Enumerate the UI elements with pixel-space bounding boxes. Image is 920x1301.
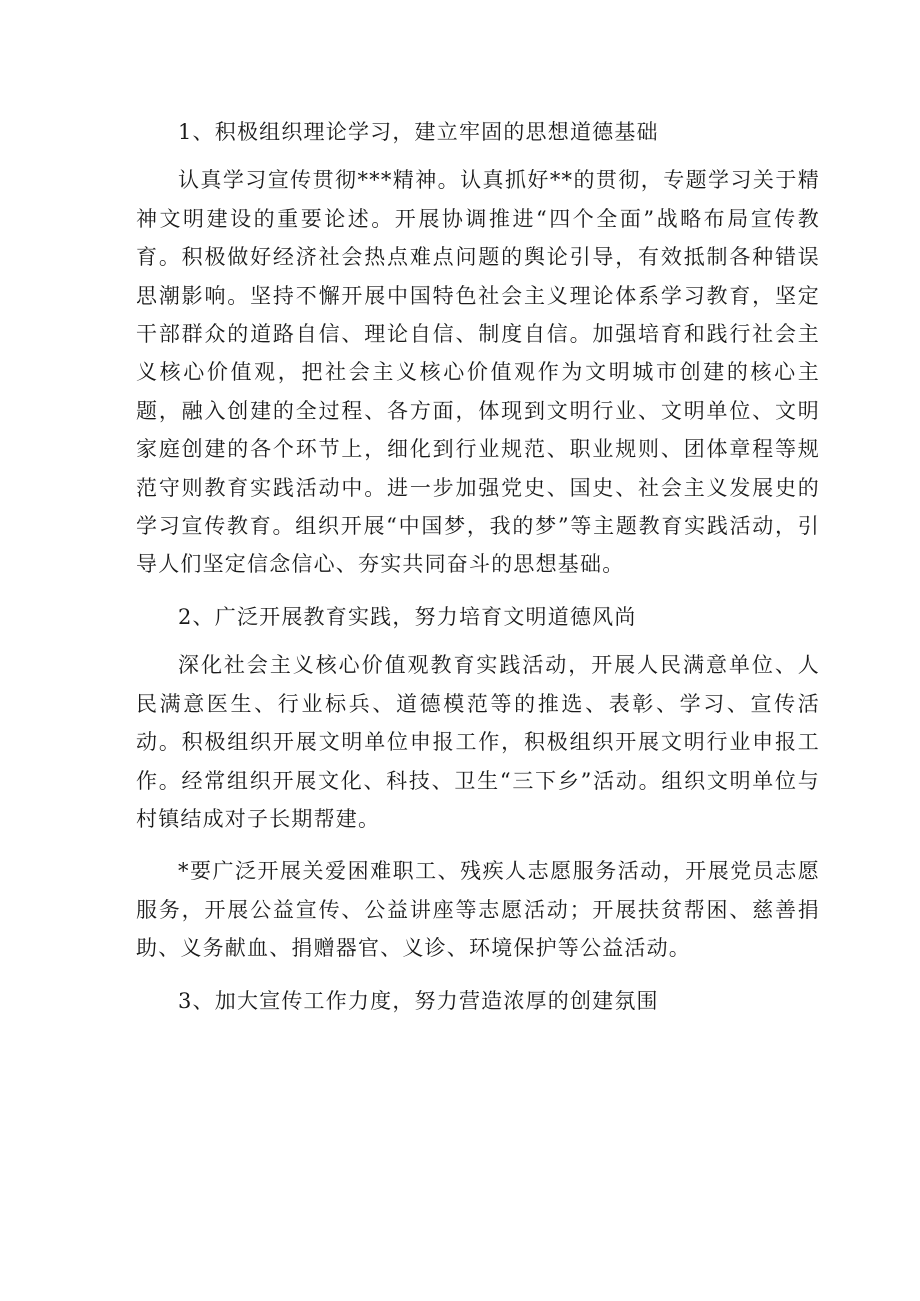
section-2-paragraph-1: 深化社会主义核心价值观教育实践活动，开展人民满意单位、人民满意医生、行业标兵、道德模范等的推选、表彰、学习、宣传活动。积极组织开展文明单位申报工作，积极组织开展文明行业申报工作。经常组织开展文化、科技、卫生“三下乡”活动。组织文明单位与村镇结成对子长期帮建。 [136, 653, 820, 831]
section-1-heading: 1、积极组织理论学习，建立牢固的思想道德基础 [178, 120, 659, 144]
section-2-paragraph-2: *要广泛开展关爱困难职工、残疾人志愿服务活动，开展党员志愿服务，开展公益宣传、公益讲座等志愿活动；开展扶贫帮困、慈善捐助、义务献血、捐赠器官、义诊、环境保护等公益活动。 [136, 859, 820, 961]
section-1-paragraph-1: 认真学习宣传贯彻***精神。认真抓好**的贯彻，专题学习关于精神文明建设的重要论述。开展协调推进“四个全面”战略布局宣传教育。积极做好经济社会热点难点问题的舆论引导，有效抵制各种错误思潮影响。坚持不懈开展中国特色社会主义理论体系学习教育，坚定干部群众的道路自信、理论自信、制度自信。加强培育和践行社会主义核心价值观，把社会主义核心价值观作为文明城市创建的核心主题，融入创建的全过程、各方面，体现到文明行业、文明单位、文明家庭创建的各个环节上，细化到行业规范、职业规则、团体章程等规范守则教育实践活动中。进一步加强党史、国史、社会主义发展史的学习宣传教育。组织开展“中国梦，我的梦”等主题教育实践活动，引导人们坚定信念信心、夯实共同奋斗的思想基础。 [136, 168, 820, 577]
section-2-heading: 2、广泛开展教育实践，努力培育文明道德风尚 [178, 604, 637, 629]
section-3-heading: 3、加大宣传工作力度，努力营造浓厚的创建氛围 [178, 988, 659, 1013]
